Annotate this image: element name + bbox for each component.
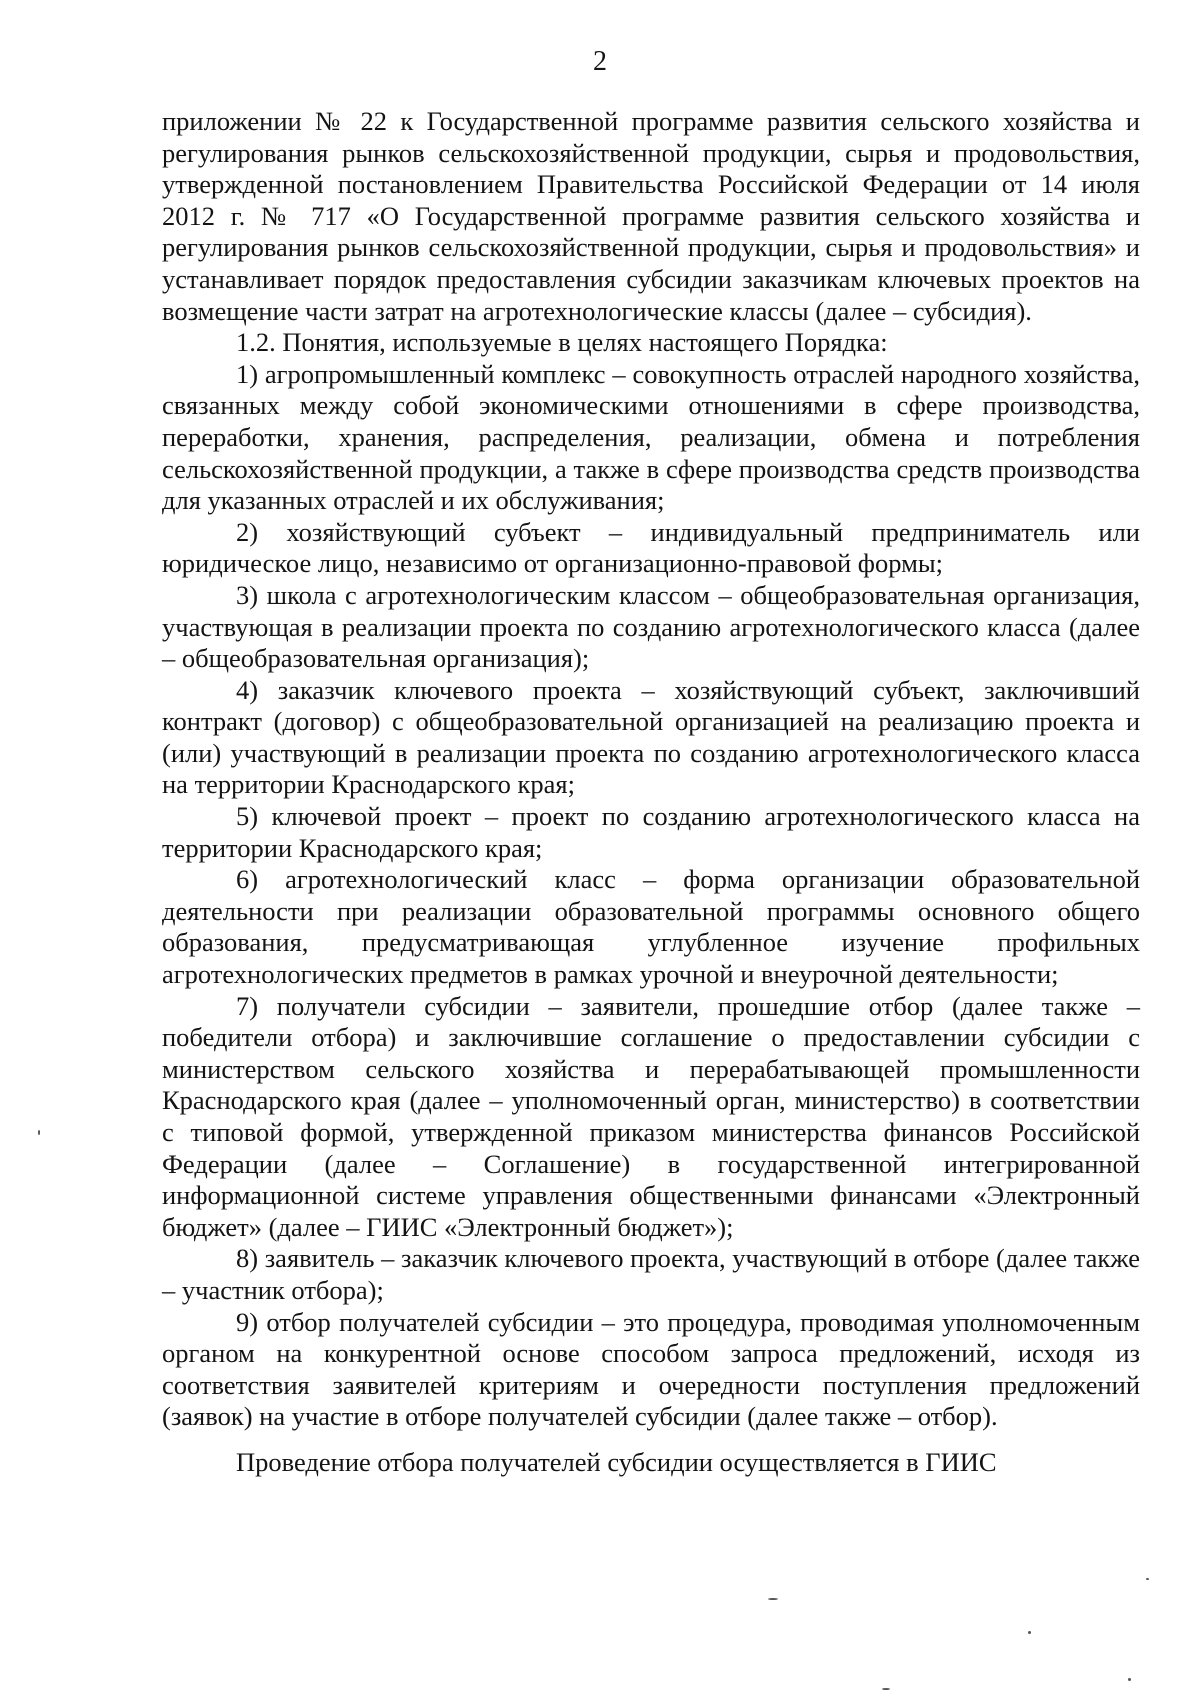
paragraph-item-8: 8) заявитель – заказчик ключевого проекта, участвующий в отборе (далее также – участник отбора); [162,1243,1140,1305]
page-number: 2 [593,46,607,77]
scan-speck [1028,1631,1031,1634]
paragraph-item-9: 9) отбор получателей субсидии – это процедура, проводимая уполномоченным органом на конкурентной основе способом запроса предложений, исходя из соответствия заявителей критериям и очередности поступления предложений (заявок) на участие в отборе получателей субсидии (далее также – отбор). [162,1306,1140,1432]
scan-speck [1128,1678,1131,1681]
paragraph-item-3: 3) школа с агротехнологическим классом – общеобразовательная организация, участвующая в реализации проекта по созданию агротехнологического класса (далее – общеобразовательная организация); [162,579,1140,674]
scan-speck [38,1130,40,1135]
scan-speck [1146,1578,1149,1580]
paragraph-continuation: приложении № 22 к Государственной программе развития сельского хозяйства и регулирования рынков сельскохозяйственной продукции, сырья и продовольствия, утвержденной постановлением Правительства Российской Федерации от 14 июля 2012 г. № 717 «О Государственной программе развития сельского хозяйства и регулирования рынков сельскохозяйственной продукции, сырья и продовольствия» и устанавливает порядок предоставления субсидии заказчикам ключевых проектов на возмещение части затрат на агротехнологические классы (далее – субсидия). [162,106,1140,326]
paragraph-item-5: 5) ключевой проект – проект по созданию агротехнологического класса на территории Краснодарского края; [162,801,1140,863]
document-body [162,106,1140,1479]
paragraph-item-7: 7) получатели субсидии – заявители, прошедшие отбор (далее также – победители отбора) и заключившие соглашение о предоставлении субсидии с министерством сельского хозяйства и перерабатывающей промышленности Краснодарского края (далее – уполномоченный орган, министерство) в соответствии с типовой формой, утвержденной приказом министерства финансов Российской Федерации (далее – Соглашение) в государственной интегрированной информационной системе управления общественными финансами «Электронный бюджет» (далее – ГИИС «Электронный бюджет»); [162,990,1140,1242]
paragraph-item-1: 1) агропромышленный комплекс – совокупность отраслей народного хозяйства, связанных между собой экономическими отношениями в сфере производства, переработки, хранения, распределения, реализации, обмена и потребления сельскохозяйственной продукции, а также в сфере производства средств производства для указанных отраслей и их обслуживания; [162,358,1140,516]
scan-speck [768,1598,778,1600]
paragraph-section-1-2: 1.2. Понятия, используемые в целях настоящего Порядка: [236,327,888,358]
scan-speck [882,1688,890,1690]
paragraph-item-2: 2) хозяйствующий субъект – индивидуальный предприниматель или юридическое лицо, независимо от организационно-правовой формы; [162,516,1140,579]
paragraph-item-4: 4) заказчик ключевого проекта – хозяйствующий субъект, заключивший контракт (договор) с общеобразовательной организацией на реализацию проекта и (или) участвующий в реализации проекта по созданию агротехнологического класса на территории Краснодарского края; [162,674,1140,800]
paragraph-item-6: 6) агротехнологический класс – форма организации образовательной деятельности при реализации образовательной программы основного общего образования, предусматривающая углубленное изучение профильных агротехнологических предметов в рамках урочной и внеурочной деятельности; [162,864,1140,990]
paragraph-selection-procedure: Проведение отбора получателей субсидии осуществляется в ГИИС [236,1446,997,1477]
